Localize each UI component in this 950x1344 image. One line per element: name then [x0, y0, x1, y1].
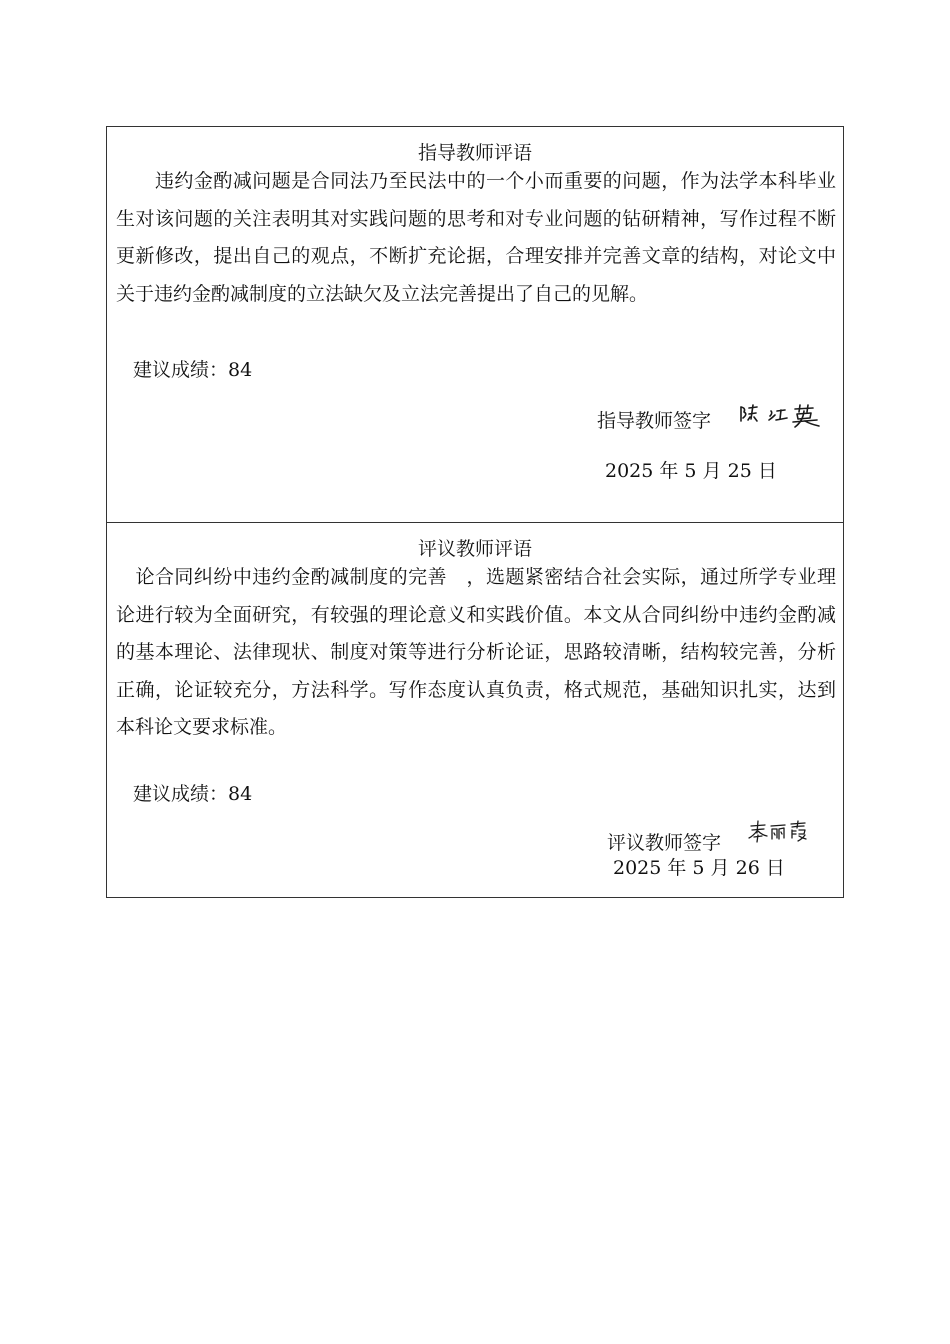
advisor-grade: 建议成绩：84	[133, 359, 253, 381]
reviewer-signature	[747, 817, 811, 851]
advisor-comment: 违约金酌减问题是合同法乃至民法中的一个小而重要的问题，作为法学本科毕业生对该问题的关注表明其对实践问题的思考和对专业问题的钻研精神，写作过程不断更新修改，提出自己的观点，不断扩充论据，合理安排并完善文章的结构，对论文中关于违约金酌减制度的立法缺欠及立法完善提出了自己的见解。	[116, 170, 836, 305]
reviewer-grade: 建议成绩：84	[133, 783, 253, 805]
reviewer-comment: 论合同纠纷中违约金酌减制度的完善 ，选题紧密结合社会实际，通过所学专业理论进行较为全面研究，有较强的理论意义和实践价值。本文从合同纠纷中违约金酌减的基本理论、法律现状、制度对策等进行分析论证，思路较清晰，结构较完善，分析正确，论证较充分，方法科学。写作态度认真负责，格式规范，基础知识扎实，达到本科论文要求标准。	[116, 566, 836, 738]
reviewer-heading: 评议教师评语	[417, 538, 532, 560]
reviewer-section	[107, 523, 843, 897]
advisor-section	[107, 127, 843, 523]
reviewer-signature-scribble	[747, 817, 811, 847]
advisor-signature	[735, 399, 831, 435]
advisor-heading: 指导教师评语	[417, 142, 532, 164]
evaluation-form	[106, 126, 844, 898]
advisor-signature-scribble	[735, 399, 831, 431]
reviewer-sign-label: 评议教师签字	[607, 832, 722, 854]
reviewer-date: 2025 年 5 月 26 日	[613, 857, 785, 879]
advisor-sign-label: 指导教师签字	[597, 410, 712, 432]
advisor-date: 2025 年 5 月 25 日	[605, 460, 777, 482]
